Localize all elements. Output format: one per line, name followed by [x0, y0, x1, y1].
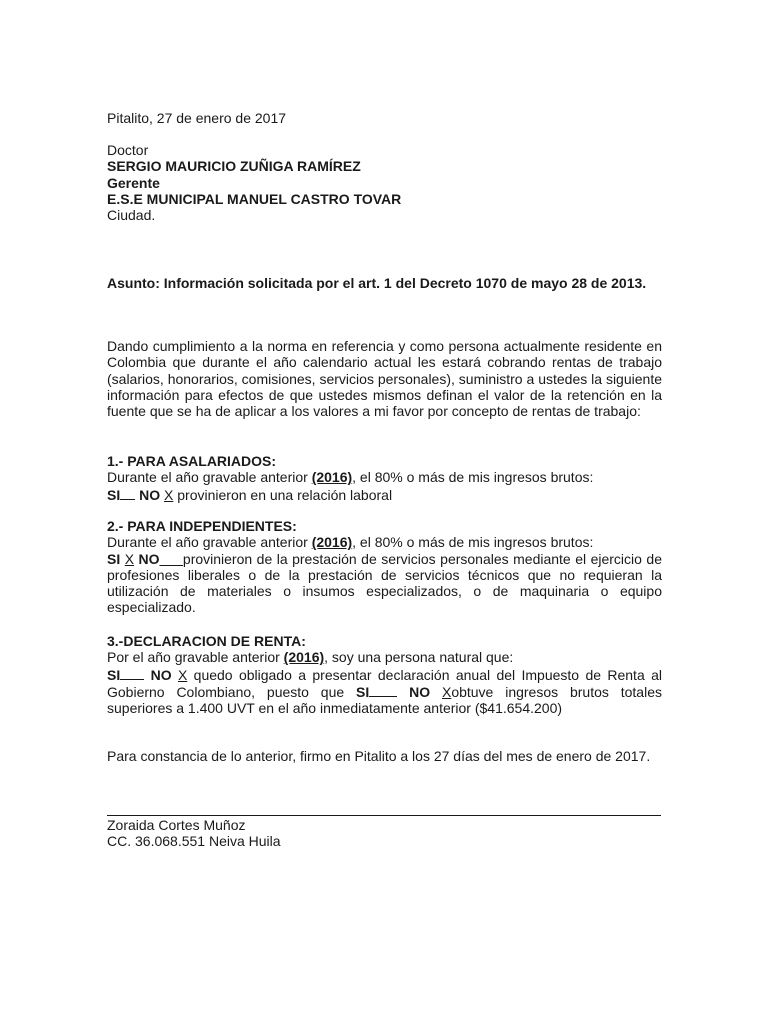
signer-name: Zoraida Cortes Muñoz [107, 817, 246, 833]
si-label: SI [107, 666, 121, 683]
no-label: NO [139, 486, 161, 503]
recipient-name: SERGIO MAURICIO ZUÑIGA RAMÍREZ [107, 158, 361, 175]
recipient-title: Doctor [107, 142, 149, 158]
section-3-heading: 3.-DECLARACION DE RENTA: [107, 633, 306, 649]
no-mark-2: X [441, 683, 452, 700]
si-label: SI [107, 550, 121, 567]
section-declaracion [107, 633, 662, 716]
si-label: SI [107, 486, 121, 503]
section-2-answer-line: SI X NO___provinieron de la prestación de servicios personales mediante el ejercicio de [107, 550, 662, 567]
closing-line: Para constancia de lo anterior, firmo en Pitalito a los 27 días del mes de enero de 2017. [107, 748, 651, 764]
section-3-line-3: superiores a 1.400 UVT en el año inmediatamente anterior ($41.654.200) [107, 700, 563, 717]
date-line: Pitalito, 27 de enero de 2017 [107, 110, 287, 126]
recipient-position: Gerente [107, 174, 160, 191]
section-3-question: Por el año gravable anterior (2016), soy una persona natural que: [107, 649, 514, 666]
section-2-heading: 2.- PARA INDEPENDIENTES: [107, 518, 297, 534]
signature-line [107, 815, 661, 816]
si-blank-2 [369, 683, 397, 697]
section-1-year: (2016) [311, 469, 353, 486]
no-mark: X [177, 666, 188, 683]
si-mark: X [124, 550, 135, 567]
section-2-question: Durante el año gravable anterior (2016), el 80% o más de mis ingresos brutos: [107, 534, 594, 551]
section-independientes [107, 518, 662, 616]
section-asalariados [107, 453, 662, 503]
no-mark: X [164, 486, 174, 503]
intro-paragraph: Dando cumplimiento a la norma en referencia y como persona actualmente residente en Colombia que durante el año calendario actual les estará cobrando rentas de trabajo (salarios, honorarios, comisiones, servicios personales), suministro a ustedes la siguiente información para efectos de que ustedes mismos definan el valor de la retención en la fuente que se ha de aplicar a los valores a mi favor por concepto de rentas de trabajo: [107, 338, 662, 420]
no-label-2: NO [409, 683, 431, 700]
si-blank [120, 486, 135, 500]
recipient-block [107, 142, 662, 223]
signer-id: CC. 36.068.551 Neiva Huila [107, 833, 281, 850]
si-label-2: SI [356, 683, 370, 700]
subject-line: Asunto: Información solicitada por el art. 1 del Decreto 1070 de mayo 28 de 2013. [107, 275, 647, 291]
no-label: NO [138, 550, 160, 567]
section-1-answer: SI NO X provinieron en una relación laboral [107, 486, 393, 503]
section-1-heading: 1.- PARA ASALARIADOS: [107, 453, 277, 469]
recipient-org: E.S.E MUNICIPAL MANUEL CASTRO TOVAR [107, 190, 402, 207]
section-1-question: Durante el año gravable anterior (2016), el 80% o más de mis ingresos brutos: [107, 469, 594, 486]
section-3-year: (2016) [283, 649, 325, 666]
no-blank: ___ [159, 550, 183, 567]
section-2-text: profesiones liberales o de la prestación de servicios técnicos que no requieran la utilización de materiales o insumos especializados, o de maquinaria o equipo especializado. [107, 566, 662, 616]
section-3-line-2: Gobierno Colombiano, puesto que SI NO Xobtuve ingresos brutos totales [107, 683, 662, 700]
recipient-city: Ciudad. [107, 207, 156, 224]
si-blank [120, 666, 144, 680]
section-2-year: (2016) [311, 534, 353, 551]
section-3-line-1: SI NO X quedo obligado a presentar declaración anual del Impuesto de Renta al [107, 666, 662, 683]
no-label: NO [150, 666, 172, 683]
signature-block [107, 817, 662, 850]
